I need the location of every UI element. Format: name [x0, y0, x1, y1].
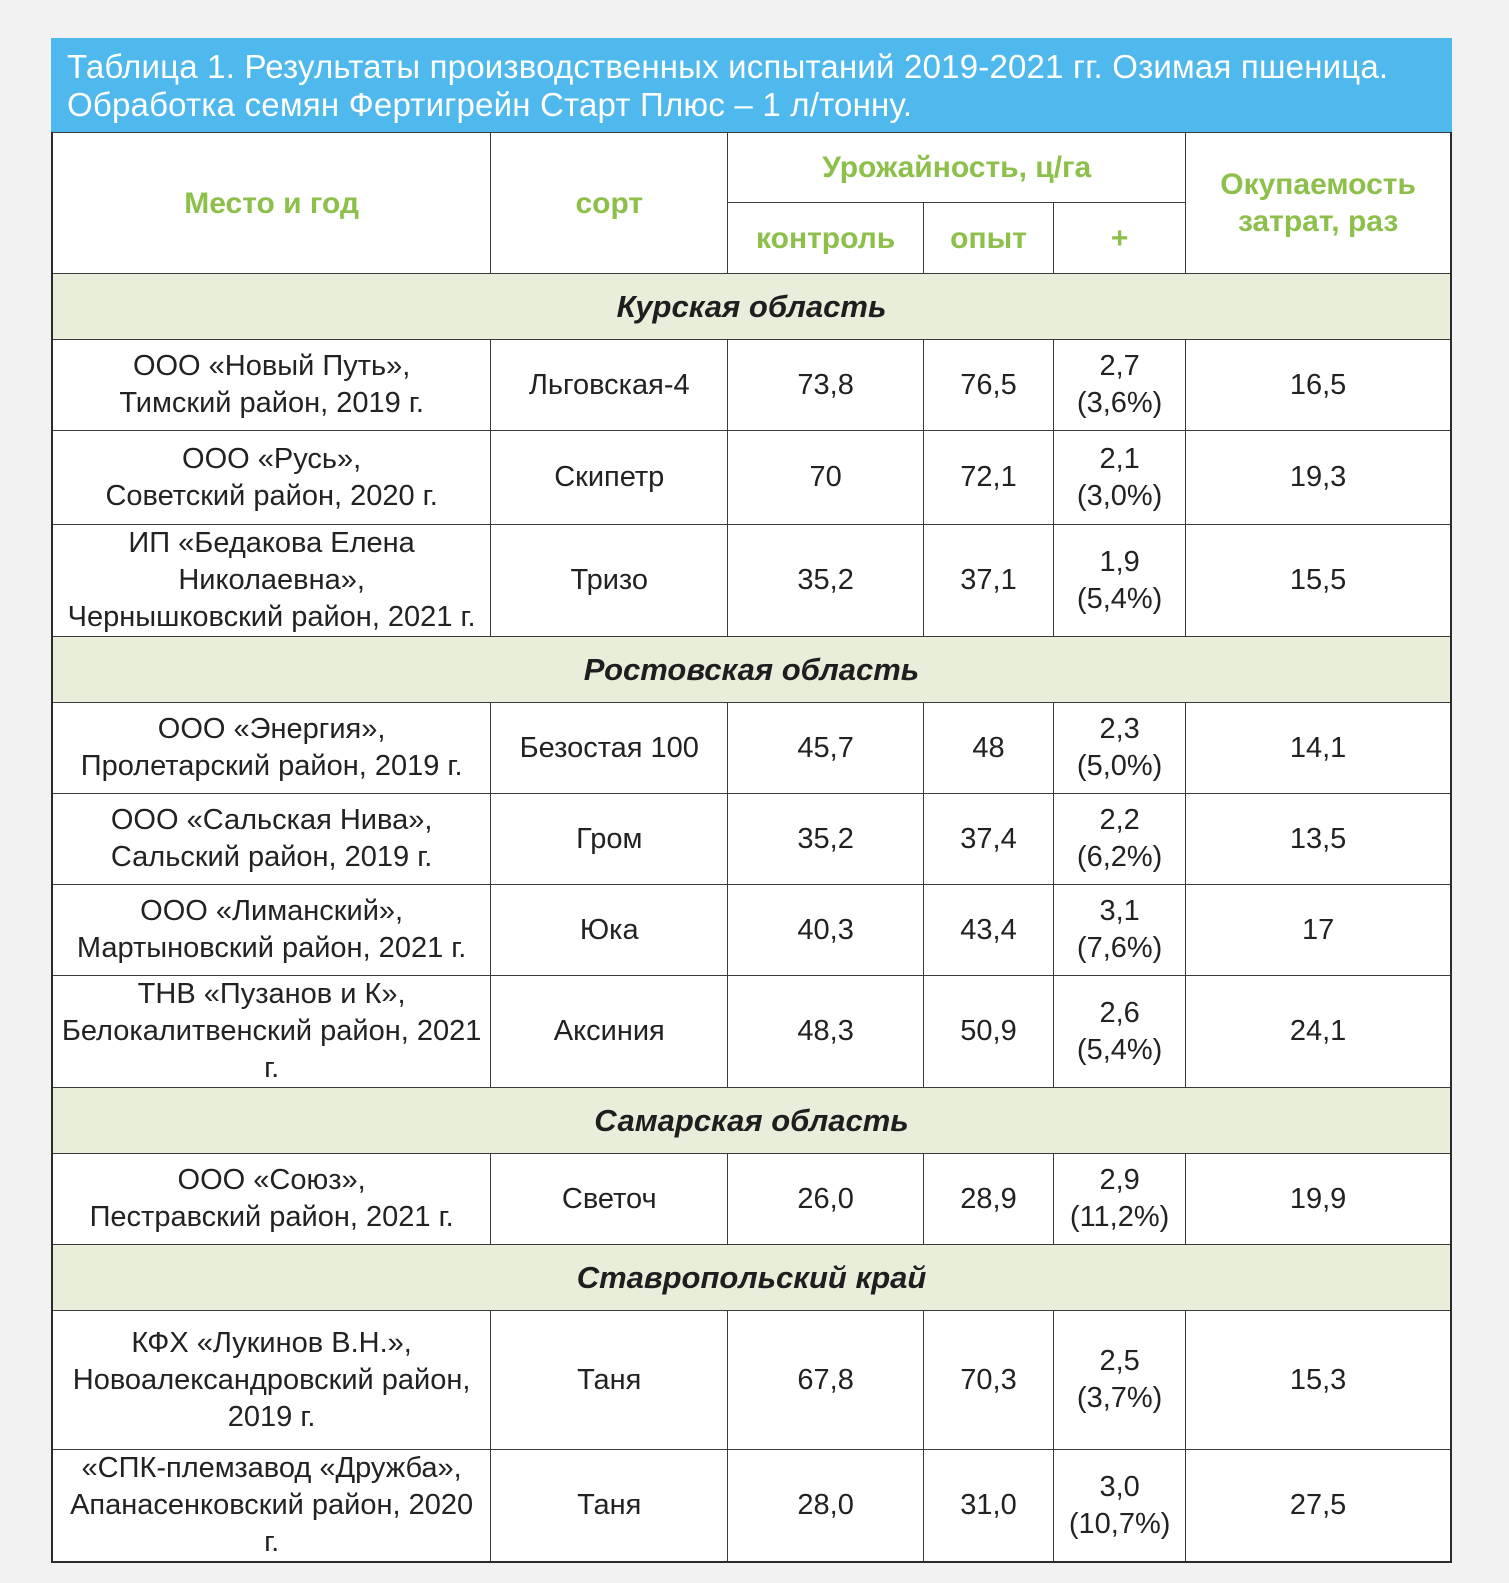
cell-plus — [1054, 794, 1186, 885]
plus-percent: (3,7%) — [1076, 1382, 1163, 1414]
header-sort: сорт — [491, 133, 728, 274]
cell-trial: 76,5 — [923, 340, 1053, 431]
region-name: Курская область — [52, 274, 1451, 340]
place-line: 2019 г. — [227, 1400, 316, 1433]
cell-sort: Скипетр — [491, 431, 728, 525]
cell-trial: 37,1 — [923, 525, 1053, 637]
cell-plus — [1054, 525, 1186, 637]
cell-sort: Таня — [491, 1311, 728, 1450]
cell-payback: 17 — [1186, 885, 1451, 976]
cell-trial: 28,9 — [923, 1154, 1053, 1245]
cell-payback: 24,1 — [1186, 976, 1451, 1088]
plus-value: 3,0 — [1099, 1470, 1140, 1503]
cell-control: 45,7 — [728, 703, 924, 794]
place-line: «СПК-племзавод «Дружба», — [81, 1452, 462, 1484]
cell-control: 28,0 — [728, 1450, 924, 1563]
region-row — [52, 274, 1451, 340]
cell-plus — [1054, 1154, 1186, 1245]
plus-percent: (3,0%) — [1076, 479, 1163, 512]
header-payback-line2: затрат, раз — [1237, 205, 1399, 238]
cell-place — [52, 340, 491, 431]
place-line: Мартыновский район, 2021 г. — [76, 932, 467, 964]
table-row — [52, 431, 1451, 525]
plus-percent: (3,6%) — [1076, 387, 1163, 419]
region-row — [52, 637, 1451, 703]
plus-value: 2,7 — [1099, 350, 1140, 382]
cell-control: 26,0 — [728, 1154, 924, 1245]
cell-payback: 19,3 — [1186, 431, 1451, 525]
place-line: ООО «Энергия», — [157, 713, 386, 745]
plus-value: 3,1 — [1099, 895, 1140, 927]
cell-plus — [1054, 1311, 1186, 1450]
place-line: Чернышковский район, 2021 г. — [67, 601, 476, 633]
plus-percent: (11,2%) — [1069, 1201, 1170, 1233]
cell-control: 35,2 — [728, 525, 924, 637]
plus-percent: (5,0%) — [1076, 750, 1163, 782]
cell-control: 48,3 — [728, 976, 924, 1088]
table-row — [52, 703, 1451, 794]
cell-plus — [1054, 703, 1186, 794]
cell-payback: 15,5 — [1186, 525, 1451, 637]
table-row — [52, 525, 1451, 637]
cell-trial: 43,4 — [923, 885, 1053, 976]
cell-place — [52, 431, 491, 525]
cell-control: 35,2 — [728, 794, 924, 885]
cell-sort: Гром — [491, 794, 728, 885]
cell-trial: 37,4 — [923, 794, 1053, 885]
cell-trial: 50,9 — [923, 976, 1053, 1088]
plus-percent: (5,4%) — [1076, 582, 1163, 615]
cell-trial: 48 — [923, 703, 1053, 794]
place-line: Апанасенковский район, 2020 г. — [70, 1489, 474, 1558]
cell-plus — [1054, 976, 1186, 1088]
region-row — [52, 1088, 1451, 1154]
cell-plus — [1054, 885, 1186, 976]
place-line: Белокалитвенский район, 2021 г. — [61, 1015, 482, 1084]
table-container — [51, 38, 1452, 1563]
cell-trial: 31,0 — [923, 1450, 1053, 1563]
plus-value: 1,9 — [1099, 545, 1140, 578]
plus-value: 2,9 — [1099, 1164, 1140, 1196]
plus-value: 2,2 — [1099, 804, 1140, 836]
header-control: контроль — [728, 203, 924, 274]
plus-percent: (7,6%) — [1076, 932, 1163, 964]
region-name: Ростовская область — [52, 637, 1451, 703]
header-yield: Урожайность, ц/га — [728, 133, 1186, 203]
region-name: Ставропольский край — [52, 1245, 1451, 1311]
cell-place — [52, 1311, 491, 1450]
table-row — [52, 885, 1451, 976]
cell-place — [52, 885, 491, 976]
place-line: КФХ «Лукинов В.Н.», — [131, 1326, 412, 1359]
cell-place — [52, 703, 491, 794]
region-name: Самарская область — [52, 1088, 1451, 1154]
place-line: Советский район, 2020 г. — [105, 479, 438, 512]
cell-payback: 16,5 — [1186, 340, 1451, 431]
plus-value: 2,3 — [1099, 713, 1140, 745]
place-line: Пролетарский район, 2019 г. — [80, 750, 463, 782]
cell-place — [52, 525, 491, 637]
plus-value: 2,5 — [1099, 1345, 1140, 1377]
header-plus: + — [1054, 203, 1186, 274]
header-payback-line1: Окупаемость — [1220, 168, 1416, 201]
plus-percent: (6,2%) — [1076, 841, 1163, 873]
cell-payback: 27,5 — [1186, 1450, 1451, 1563]
place-line: ИП «Бедакова Елена Николаевна», — [128, 527, 415, 596]
header-place: Место и год — [52, 133, 491, 274]
table-title: Таблица 1. Результаты производственных испытаний 2019-2021 гг. Озимая пшеница. Обработка семян Фертигрейн Старт Плюс – 1 л/тонну. — [51, 38, 1452, 132]
cell-sort: Аксиния — [491, 976, 728, 1088]
cell-place — [52, 976, 491, 1088]
place-line: ООО «Русь», — [182, 442, 362, 475]
region-row — [52, 1245, 1451, 1311]
cell-payback: 13,5 — [1186, 794, 1451, 885]
cell-control: 73,8 — [728, 340, 924, 431]
results-table — [51, 132, 1452, 1563]
cell-place — [52, 1154, 491, 1245]
cell-control: 67,8 — [728, 1311, 924, 1450]
plus-value: 2,1 — [1099, 442, 1140, 475]
cell-sort: Безостая 100 — [491, 703, 728, 794]
cell-plus — [1054, 340, 1186, 431]
place-line: ООО «Новый Путь», — [132, 350, 411, 382]
cell-payback: 15,3 — [1186, 1311, 1451, 1450]
table-row — [52, 1154, 1451, 1245]
place-line: ООО «Союз», — [177, 1164, 366, 1196]
cell-place — [52, 1450, 491, 1563]
table-row — [52, 1450, 1451, 1563]
plus-value: 2,6 — [1099, 996, 1140, 1029]
cell-payback: 19,9 — [1186, 1154, 1451, 1245]
cell-plus — [1054, 1450, 1186, 1563]
table-row — [52, 794, 1451, 885]
cell-place — [52, 794, 491, 885]
table-row — [52, 340, 1451, 431]
place-line: Сальский район, 2019 г. — [110, 841, 433, 873]
header-trial: опыт — [923, 203, 1053, 274]
cell-trial: 70,3 — [923, 1311, 1053, 1450]
place-line: ООО «Лиманский», — [140, 895, 404, 927]
place-line: Новоалександровский район, — [72, 1363, 471, 1396]
plus-percent: (5,4%) — [1076, 1033, 1163, 1066]
cell-plus — [1054, 431, 1186, 525]
cell-trial: 72,1 — [923, 431, 1053, 525]
place-line: ТНВ «Пузанов и К», — [137, 978, 406, 1010]
place-line: Тимский район, 2019 г. — [119, 387, 424, 419]
table-row — [52, 1311, 1451, 1450]
plus-percent: (10,7%) — [1068, 1507, 1171, 1540]
cell-sort: Юка — [491, 885, 728, 976]
cell-payback: 14,1 — [1186, 703, 1451, 794]
place-line: ООО «Сальская Нива», — [110, 804, 433, 836]
header-payback — [1186, 133, 1451, 274]
place-line: Пестравский район, 2021 г. — [89, 1201, 454, 1233]
cell-control: 40,3 — [728, 885, 924, 976]
cell-sort: Таня — [491, 1450, 728, 1563]
cell-control: 70 — [728, 431, 924, 525]
cell-sort: Тризо — [491, 525, 728, 637]
cell-sort: Льговская-4 — [491, 340, 728, 431]
cell-sort: Светоч — [491, 1154, 728, 1245]
table-row — [52, 976, 1451, 1088]
